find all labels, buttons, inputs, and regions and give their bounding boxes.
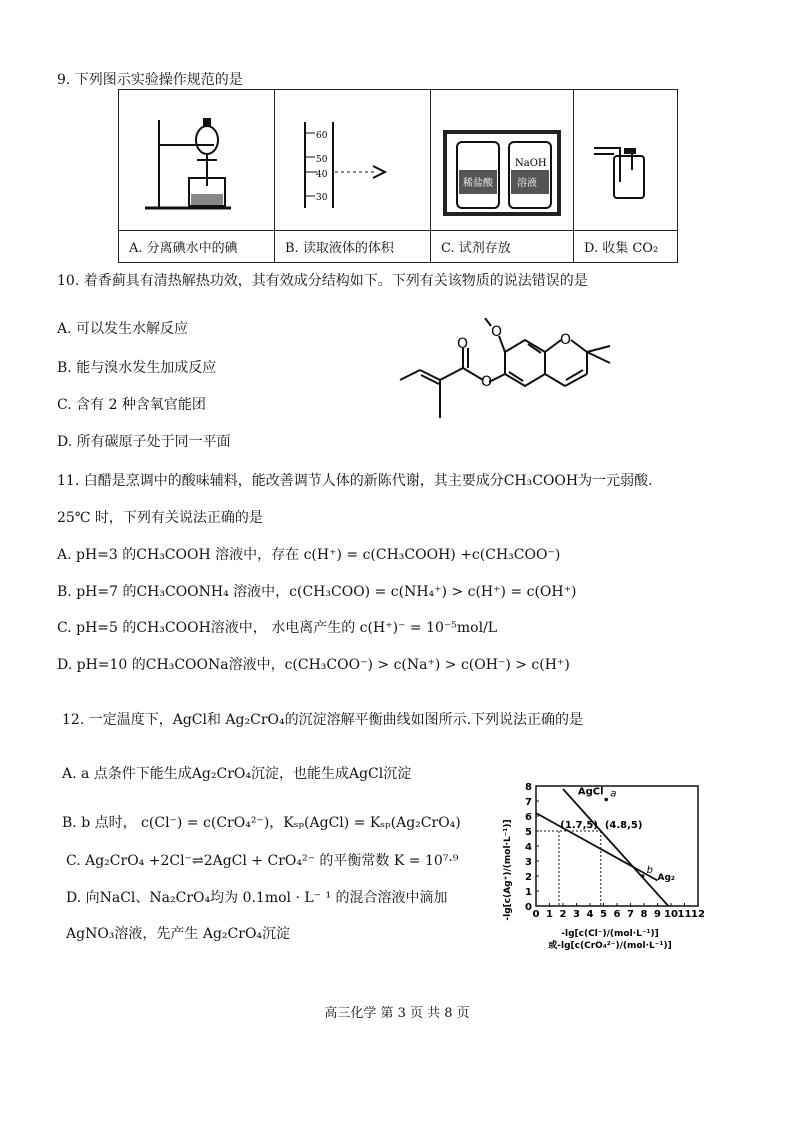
x-tick-label: 6 [613,909,621,920]
x-tick-label: 4 [586,909,594,920]
series-label-ag2: Ag₂ [657,872,675,883]
gas-collection-bottle-icon [574,90,677,226]
q9-stem: 9. 下列图示实验操作规范的是 [57,72,243,88]
separatory-funnel-icon [119,90,274,226]
q11-option-b: B. pH=7 的CH₃COONH₄ 溶液中，c(CH₃COO) = c(NH₄⁺) > c(H⁺) = c(OH⁺) [57,584,577,600]
cylinder-tick: 30 [316,193,328,203]
chart-xlabel-2: 或-lg[c(CrO₄²⁻)/(mol·L⁻¹)] [548,941,672,951]
svg-text:O: O [560,332,572,348]
y-tick-label: 8 [525,782,532,793]
cylinder-tick: 40 [316,170,328,180]
series-label-agcl: AgCl [577,786,604,798]
x-tick-label: 8 [640,909,648,920]
q12-option-c: C. Ag₂CrO₄ +2Cl⁻⇌2AgCl + CrO₄²⁻ 的平衡常数 K = 10⁷·⁹ [66,853,459,869]
q9-option-c: C. 试剂存放 [431,231,574,263]
q10-option-d: D. 所有碳原子处于同一平面 [57,434,231,450]
x-tick-label: 7 [627,909,634,920]
q11-stem-line1: 11. 白醋是烹调中的酸味辅料，能改善调节人体的新陈代谢，其主要成分CH₃COOH为一元弱酸. [57,473,653,489]
solubility-chart [498,778,713,953]
q9-figure-a [119,90,275,231]
page-footer: 高三化学 第 3 页 共 8 页 [324,1006,470,1021]
q12-option-a: A. a 点条件下能生成Ag₂CrO₄沉淀，也能生成AgCl沉淀 [62,766,412,782]
q12-option-d-cont: AgNO₃溶液，先产生 Ag₂CrO₄沉淀 [66,926,291,942]
q10-option-c: C. 含有 2 种含氧官能团 [57,397,206,413]
y-tick-label: 1 [525,887,532,898]
q12-option-b: B. b 点时， c(Cl⁻) = c(CrO₄²⁻)，Kₛₚ(AgCl) = Kₛₚ(Ag₂CrO₄) [62,815,461,831]
chart-ylabel: -lg[c(Ag⁺)/(mol·L⁻¹)] [503,819,513,921]
q11-option-a: A. pH=3 的CH₃COOH 溶液中，存在 c(H⁺) = c(CH₃COOH) +c(CH₃COO⁻) [57,547,561,563]
chart-frame [536,786,698,906]
svg-text:溶液: 溶液 [517,178,537,189]
svg-text:O: O [481,374,493,390]
q9-figure-d [574,90,678,231]
x-tick-label: 10 [664,909,678,920]
y-tick-label: 4 [525,842,532,853]
annotation-point: (4.8,5) [604,820,643,831]
graduated-cylinder-icon [275,90,430,226]
q10-option-a: A. 可以发生水解反应 [57,321,189,337]
q9-option-b: B. 读取液体的体积 [275,231,431,263]
series-line-agcl [563,789,668,906]
x-tick-label: 2 [559,909,567,920]
y-tick-label: 2 [525,872,532,883]
svg-text:O: O [457,336,469,352]
annotation-point: (1.7,5) [560,820,598,831]
y-tick-label: 6 [525,812,532,823]
svg-text:NaOH: NaOH [515,158,547,169]
q9-option-a: A. 分离碘水中的碘 [119,231,275,263]
q12-option-d: D. 向NaCl、Na₂CrO₄均为 0.1mol · L⁻ ¹ 的混合溶液中滴加 [66,890,448,906]
q9-option-d: D. 收集 CO₂ [574,231,678,263]
q12-stem: 12. 一定温度下，AgCl和 Ag₂CrO₄的沉淀溶解平衡曲线如图所示.下列说法正确的是 [62,712,584,728]
cylinder-tick: 60 [316,131,328,141]
q9-figure-table [118,89,678,263]
q9-figure-b [275,90,431,231]
point-label: a [610,788,617,800]
point-label: b [646,865,654,876]
q11-option-c: C. pH=5 的CH₃COOH溶液中， 水电离产生的 c(H⁺)⁻ = 10⁻⁵mol/L [57,620,498,636]
x-tick-label: 1 [546,909,553,920]
x-tick-label: 12 [691,909,705,920]
reagent-bottles-icon [431,90,573,226]
x-tick-label: 5 [600,909,607,920]
x-tick-label: 0 [532,909,540,920]
x-tick-label: 3 [573,909,580,920]
y-tick-label: 7 [525,797,532,808]
svg-text:稀盐酸: 稀盐酸 [463,178,493,189]
q10-stem: 10. 着香蓟具有清热解热功效，其有效成分结构如下。下列有关该物质的说法错误的是 [57,273,588,289]
q9-figure-c [431,90,574,231]
chart-xlabel-1: -lg[c(Cl⁻)/(mol·L⁻¹)] [561,929,659,939]
x-tick-label: 9 [654,909,661,920]
y-tick-label: 3 [525,857,532,868]
eye-icon [373,166,385,178]
q11-option-d: D. pH=10 的CH₃COONa溶液中，c(CH₃COO⁻) > c(Na⁺) > c(OH⁻) > c(H⁺) [57,657,570,673]
data-point-b [641,874,645,878]
cylinder-tick: 50 [316,155,328,165]
data-point-a [604,798,608,802]
svg-text:O: O [491,324,503,340]
q11-stem-line2: 25℃ 时，下列有关说法正确的是 [57,510,263,526]
x-tick-label: 11 [677,909,692,920]
y-tick-label: 0 [525,902,532,913]
q10-option-b: B. 能与溴水发生加成反应 [57,360,217,376]
molecule-structure [395,318,625,428]
y-tick-label: 5 [525,827,532,838]
